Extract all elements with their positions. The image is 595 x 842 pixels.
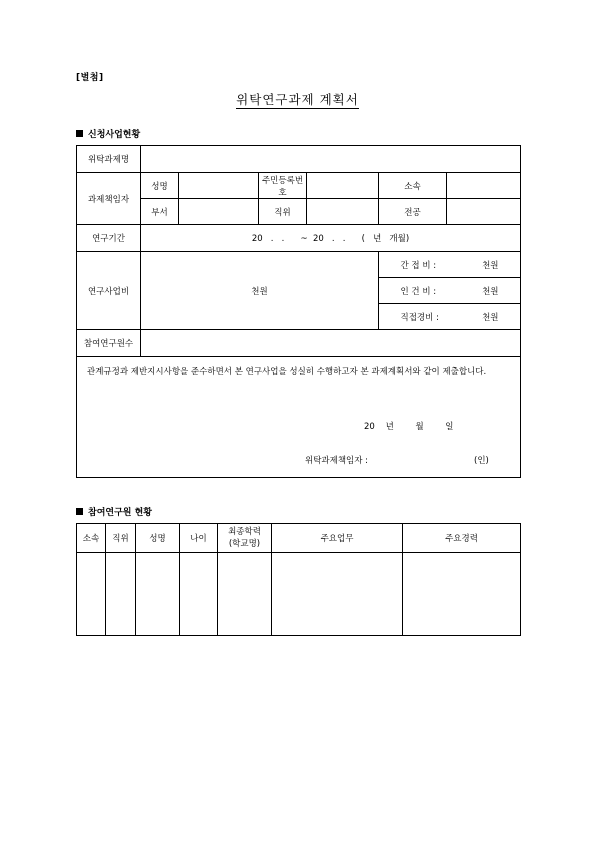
- col-header-main-career: 주요경력: [403, 524, 521, 553]
- participant-cell-age[interactable]: [180, 553, 218, 636]
- period-field[interactable]: 20 . . ~ 20 . . ( 년 개월): [141, 225, 521, 252]
- attachment-label: [별첨]: [76, 73, 104, 83]
- major-label: 전공: [379, 199, 447, 225]
- section1-heading: [76, 127, 140, 140]
- participants-label: 참여연구원수: [77, 330, 141, 357]
- department-field[interactable]: [179, 199, 259, 225]
- budget-item-label: 직접경비 :: [400, 312, 439, 323]
- rrn-field[interactable]: [307, 173, 379, 199]
- budget-label: 연구사업비: [77, 252, 141, 330]
- task-name-label: 위탁과제명: [77, 146, 141, 173]
- document-title: [0, 90, 595, 108]
- position-label: 직위: [259, 199, 307, 225]
- budget-item-unit: 천원: [482, 312, 499, 323]
- participant-cell-main-career[interactable]: [403, 553, 521, 636]
- participant-cell-name[interactable]: [136, 553, 180, 636]
- budget-item-label: 간 접 비 :: [400, 260, 437, 271]
- col-header-age: 나이: [180, 524, 218, 553]
- signer-label: 위탁과제책임자 :: [305, 456, 369, 466]
- participant-cell-education[interactable]: [218, 553, 272, 636]
- date-line: 20 년 월 일: [364, 422, 454, 432]
- application-table: [76, 145, 521, 478]
- col-header-main-duty: 주요업무: [272, 524, 403, 553]
- statement-box: [77, 357, 521, 478]
- name-field[interactable]: [179, 173, 259, 199]
- major-field[interactable]: [447, 199, 521, 225]
- section2-heading: [76, 505, 152, 518]
- name-label: 성명: [141, 173, 179, 199]
- affiliation-field[interactable]: [447, 173, 521, 199]
- task-name-field[interactable]: [141, 146, 521, 173]
- budget-item-indirect[interactable]: [379, 252, 521, 278]
- section2-heading-text: 참여연구원 현황: [88, 508, 152, 518]
- affiliation-label: 소속: [379, 173, 447, 199]
- budget-item-unit: 천원: [482, 286, 499, 297]
- square-bullet-icon: [76, 130, 83, 137]
- col-header-position: 직위: [106, 524, 136, 553]
- budget-total[interactable]: 천원: [141, 252, 379, 330]
- col-header-education: 최종학력 (학교명): [218, 524, 272, 553]
- document-title-text: 위탁연구과제 계획서: [236, 92, 359, 107]
- participants-field[interactable]: [141, 330, 521, 357]
- col-header-affiliation: 소속: [77, 524, 106, 553]
- pi-label: 과제책임자: [77, 173, 141, 225]
- participant-cell-main-duty[interactable]: [272, 553, 403, 636]
- square-bullet-icon: [76, 508, 83, 515]
- section1-heading-text: 신청사업현황: [88, 130, 141, 140]
- period-label: 연구기간: [77, 225, 141, 252]
- department-label: 부서: [141, 199, 179, 225]
- budget-item-direct[interactable]: [379, 304, 521, 330]
- participant-cell-affiliation[interactable]: [77, 553, 106, 636]
- budget-item-personnel[interactable]: [379, 278, 521, 304]
- participants-table: [76, 523, 521, 636]
- position-field[interactable]: [307, 199, 379, 225]
- participant-cell-position[interactable]: [106, 553, 136, 636]
- budget-item-unit: 천원: [482, 260, 499, 271]
- budget-item-label: 인 건 비 :: [400, 286, 437, 297]
- rrn-label: 주민등록번호: [259, 173, 307, 199]
- statement-text: 관계규정과 제반지시사항을 준수하면서 본 연구사업을 성실히 수행하고자 본 과제계획서와 같이 제출합니다.: [87, 367, 487, 377]
- seal-mark: (인): [474, 456, 489, 466]
- col-header-name: 성명: [136, 524, 180, 553]
